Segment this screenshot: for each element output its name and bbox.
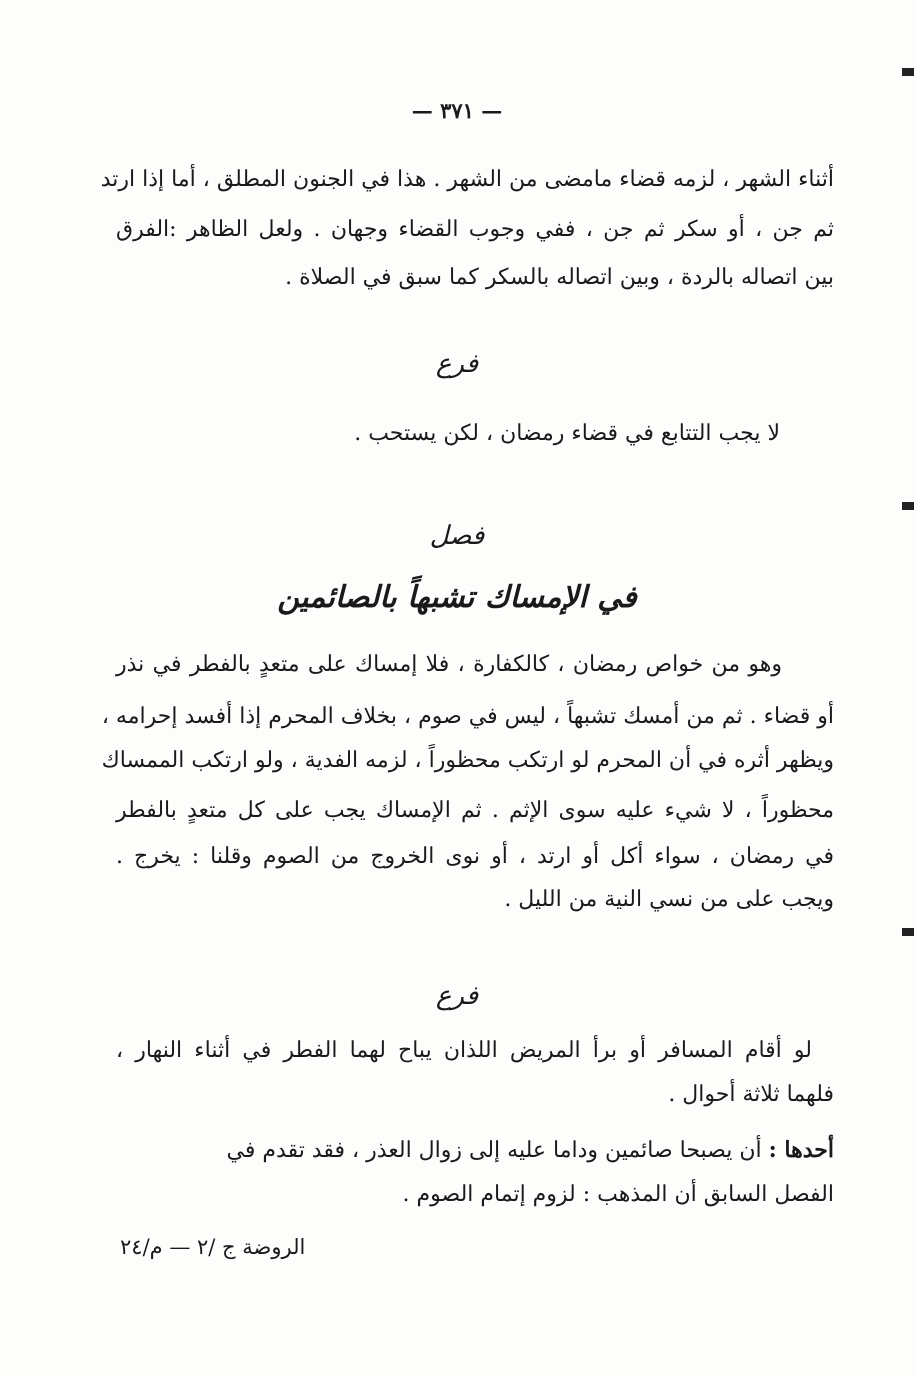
paragraph-line: الفصل السابق أن المذهب : لزوم إتمام الصوم . — [402, 1182, 834, 1207]
paragraph-line: ثم جن ، أو سكر ثم جن ، ففي وجوب القضاء وجهان . ولعل الظاهر :الفرق — [116, 217, 834, 242]
chapter-title: في الإمساك تشبهاً بالصائمين — [277, 580, 637, 615]
paragraph-line: وهو من خواص رمضان ، كالكفارة ، فلا إمساك على متعدٍ بالفطر في نذر — [116, 652, 782, 677]
edge-mark — [902, 68, 914, 76]
paragraph-text: أن يصبحا صائمين وداما عليه إلى زوال العذر ، فقد تقدم في — [226, 1138, 762, 1163]
paragraph-line: أثناء الشهر ، لزمه قضاء مامضى من الشهر . هذا في الجنون المطلق ، أما إذا ارتد — [100, 167, 834, 192]
paragraph-label: أحدها : — [768, 1137, 834, 1163]
paragraph-line: في رمضان ، سواء أكل أو ارتد ، أو نوى الخروج من الصوم وقلنا : يخرج . — [116, 844, 834, 869]
chapter-heading-fasl: فصل — [429, 521, 485, 551]
paragraph-line: ويظهر أثره في أن المحرم لو ارتكب محظوراً ، لزمه الفدية ، ولو ارتكب الممساك — [101, 748, 834, 773]
edge-mark — [902, 502, 914, 510]
page-footer: الروضة ج /٢ — م/٢٤ — [120, 1235, 306, 1259]
section-heading-far: فرع — [435, 981, 479, 1011]
section-heading-far: فرع — [435, 349, 479, 379]
paragraph-line: ويجب على من نسي النية من الليل . — [504, 887, 834, 912]
paragraph-line: بين اتصاله بالردة ، وبين اتصاله بالسكر كما سبق في الصلاة . — [285, 265, 834, 290]
paragraph-line: لا يجب التتابع في قضاء رمضان ، لكن يستحب . — [354, 421, 780, 446]
paragraph-line: فلهما ثلاثة أحوال . — [668, 1082, 834, 1107]
paragraph-line: أو قضاء . ثم من أمسك تشبهاً ، ليس في صوم ، بخلاف المحرم إذا أفسد إحرامه ، — [101, 704, 834, 729]
paragraph-line — [116, 1135, 834, 1166]
page-number: — ٣٧١ — — [411, 98, 503, 123]
edge-mark — [902, 928, 914, 936]
paragraph-line: محظوراً ، لا شيء عليه سوى الإثم . ثم الإمساك يجب على كل متعدٍ بالفطر — [116, 798, 834, 823]
paragraph-line: لو أقام المسافر أو برأ المريض اللذان يباح لهما الفطر في أثناء النهار ، — [116, 1038, 812, 1063]
